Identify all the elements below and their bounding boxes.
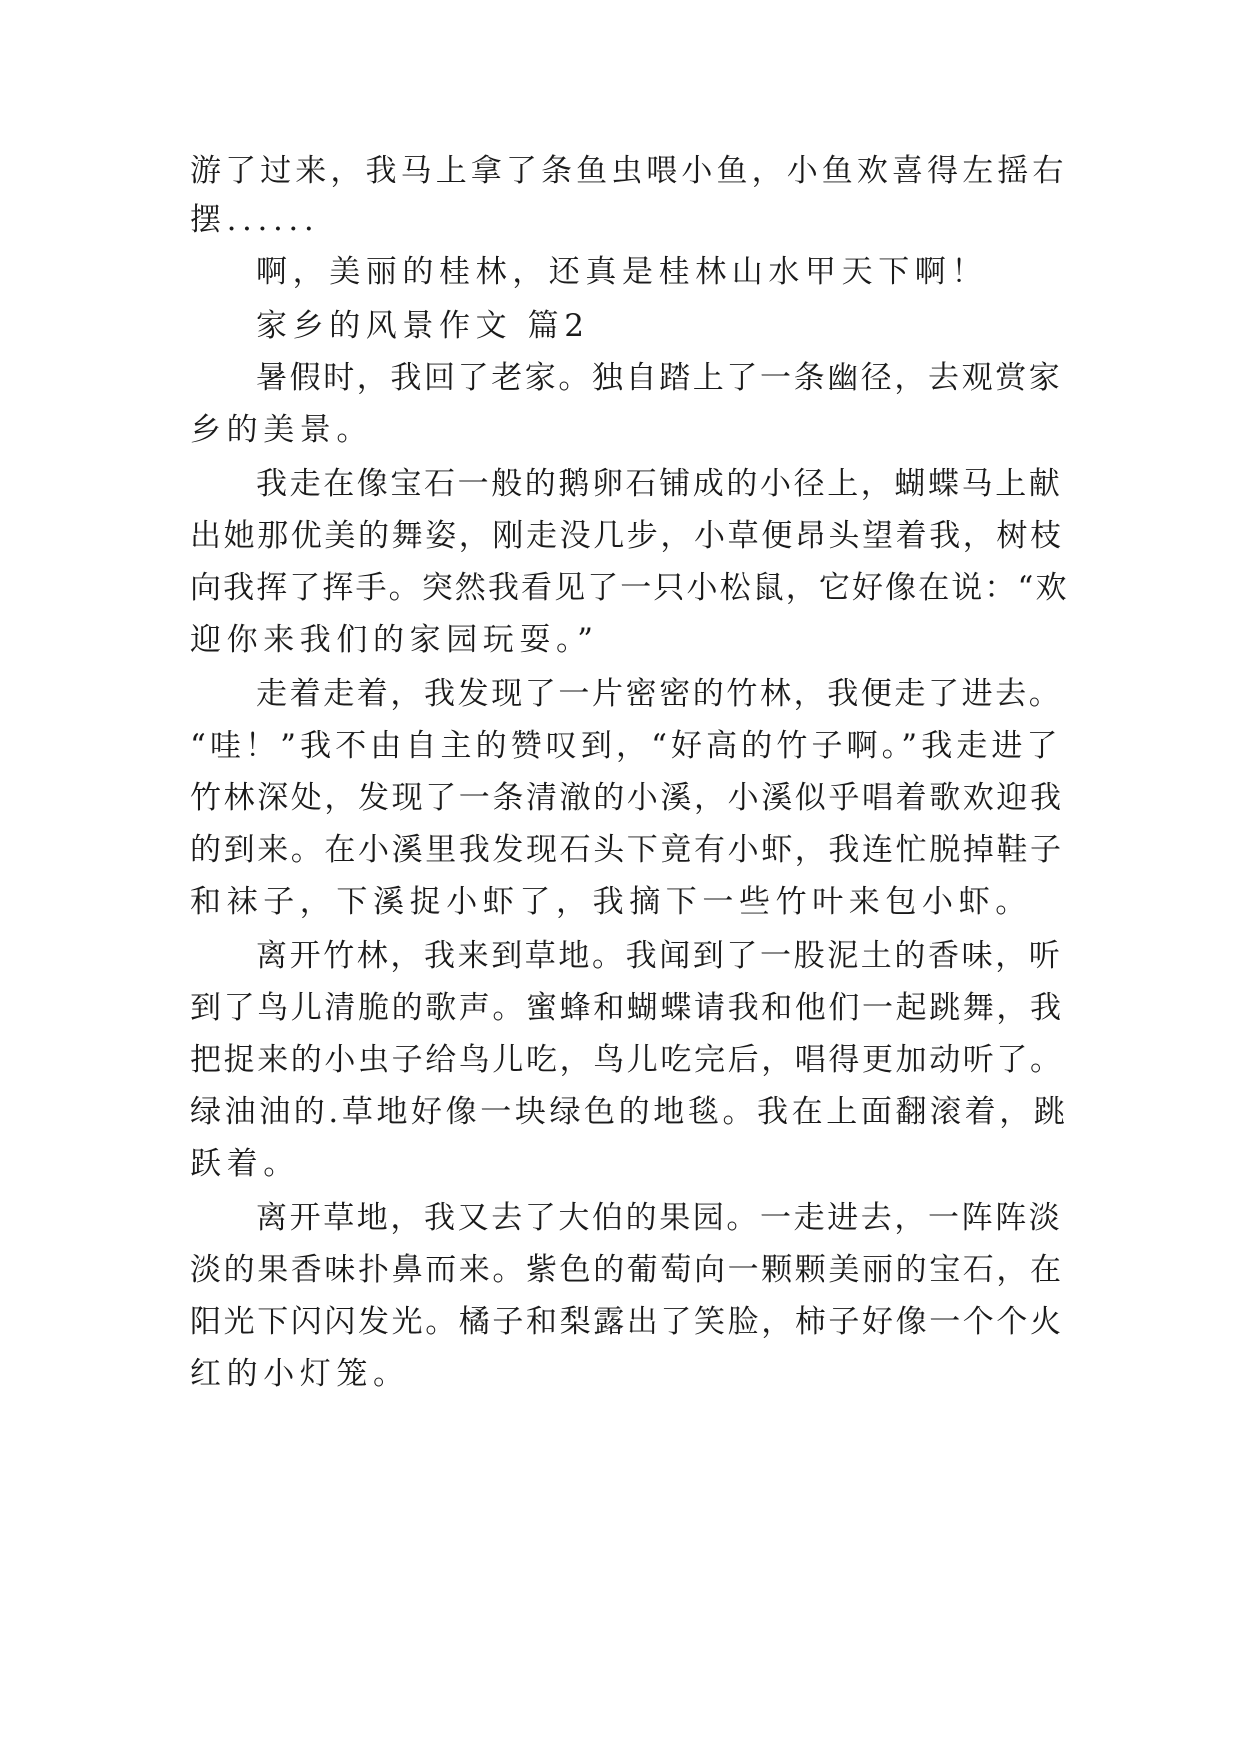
text-line: 摆......	[190, 202, 320, 238]
text-line: “哇！”我不由自主的赞叹到，“好高的竹子啊。”我走进了	[190, 728, 1062, 764]
text-line: 乡的美景。	[190, 412, 373, 448]
text-line: 游了过来，我马上拿了条鱼虫喂小鱼，小鱼欢喜得左摇右	[190, 153, 1068, 189]
text-line: 我走在像宝石一般的鹅卵石铺成的小径上，蝴蝶马上献	[256, 466, 1063, 502]
text-line: 离开草地，我又去了大伯的果园。一走进去，一阵阵淡	[256, 1200, 1063, 1236]
text-line: 的到来。在小溪里我发现石头下竟有小虾，我连忙脱掉鞋子	[190, 832, 1064, 868]
text-line: 竹林深处，发现了一条清澈的小溪，小溪似乎唱着歌欢迎我	[190, 780, 1064, 816]
text-line: 暑假时，我回了老家。独自踏上了一条幽径，去观赏家	[256, 360, 1063, 396]
text-line: 跃着。	[190, 1146, 300, 1182]
text-line: 到了鸟儿清脆的歌声。蜜蜂和蝴蝶请我和他们一起跳舞，我	[190, 990, 1064, 1026]
section-heading: 家乡的风景作文 篇2	[256, 308, 590, 344]
text-line: 出她那优美的舞姿，刚走没几步，小草便昂头望着我，树枝	[190, 518, 1064, 554]
text-line: 向我挥了挥手。突然我看见了一只小松鼠，它好像在说：“欢	[190, 570, 1069, 606]
text-line: 和袜子，下溪捉小虾了，我摘下一些竹叶来包小虾。	[190, 884, 1032, 920]
text-line: 把捉来的小虫子给鸟儿吃，鸟儿吃完后，唱得更加动听了。	[190, 1042, 1064, 1078]
text-line: 阳光下闪闪发光。橘子和梨露出了笑脸，柿子好像一个个火	[190, 1304, 1064, 1340]
text-line: 啊，美丽的桂林，还真是桂林山水甲天下啊！	[256, 254, 988, 290]
text-line: 淡的果香味扑鼻而来。紫色的葡萄向一颗颗美丽的宝石，在	[190, 1252, 1064, 1288]
text-line: 迎你来我们的家园玩耍。”	[190, 622, 599, 658]
text-line: 绿油油的.草地好像一块绿色的地毯。我在上面翻滚着，跳	[190, 1094, 1069, 1130]
text-line: 离开竹林，我来到草地。我闻到了一股泥土的香味，听	[256, 938, 1063, 974]
text-line: 走着走着，我发现了一片密密的竹林，我便走了进去。	[256, 676, 1063, 712]
text-line: 红的小灯笼。	[190, 1356, 410, 1392]
